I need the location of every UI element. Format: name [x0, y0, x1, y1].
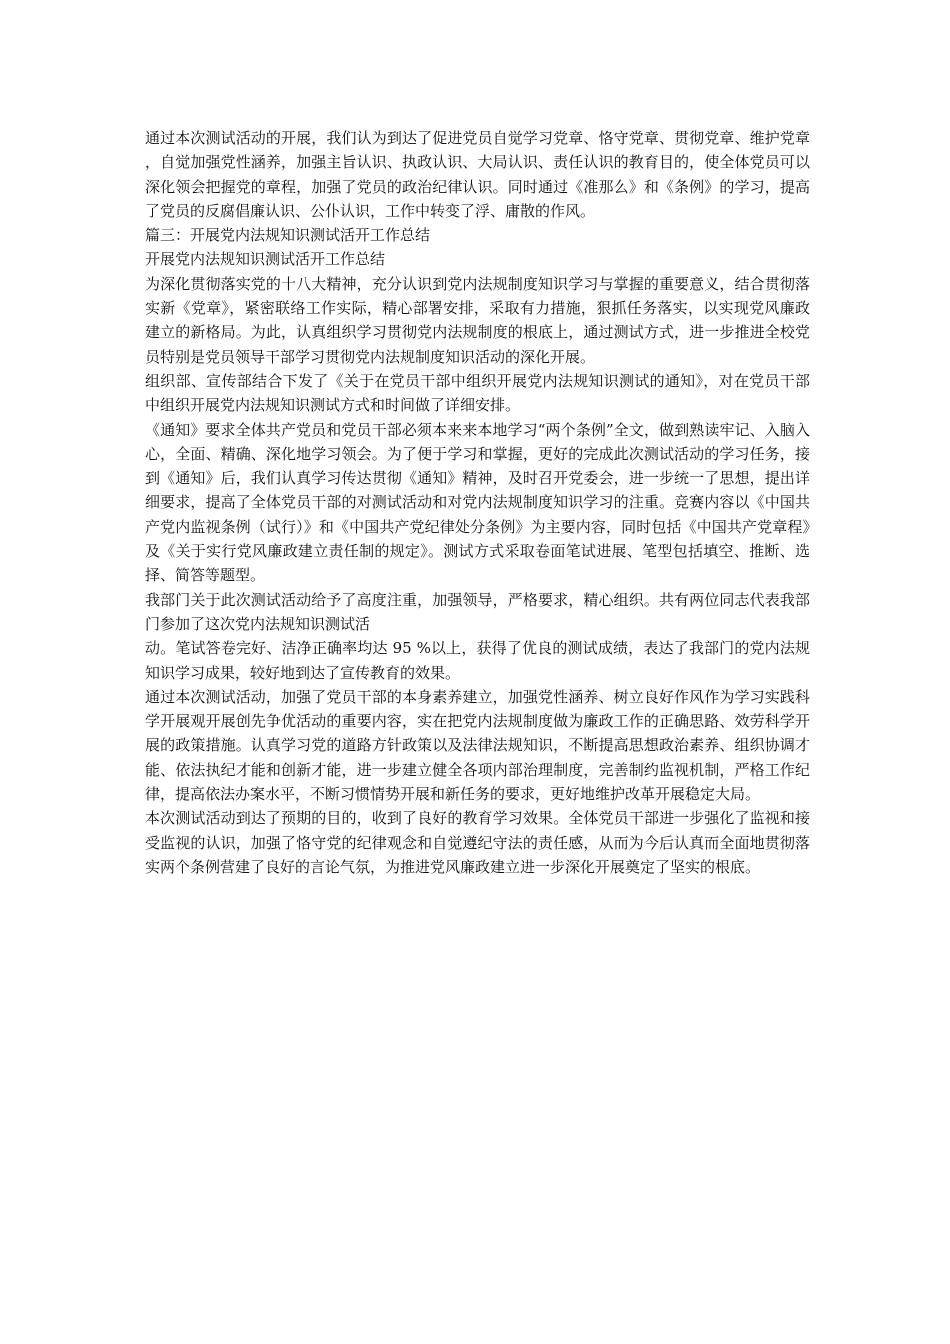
- paragraph-intro-conclusion: 通过本次测试活动的开展，我们认为到达了促进党员自觉学习党章、恪守党章、贯彻党章、维护党章，自觉加强党性涵养，加强主旨认识、执政认识、大局认识、责任认识的教育目的，使全体党员可以深化领会把握党的章程，加强了党员的政治纪律认识。同时通过《准那么》和《条例》的学习，提高了党员的反腐倡廉认识、公仆认识，工作中转变了浮、庸散的作风。: [145, 129, 810, 220]
- paragraph-requirements: 《通知》要求全体共产党员和党员干部必须本来来本地学习“两个条例”全文，做到熟读牢记、入脑入心，全面、精确、深化地学习领会。为了便于学习和掌握，更好的完成此次测试活动的学习任务，接到《通知》后，我们认真学习传达贯彻《通知》精神，及时召开党委会，进一步统一了思想，提出详细要求，提高了全体党员干部的对测试活动和对党内法规制度知识学习的注重。竞赛内容以《中国共产党内监视条例（试行）》和《中国共产党纪律处分条例》为主要内容，同时包括《中国共产党章程》及《关于实行党风廉政建立责任制的规定》。测试方式采取卷面笔试进展、笔型包括填空、推断、选择、简答等题型。: [145, 420, 810, 585]
- document-page: [145, 126, 810, 879]
- paragraph-results: 动。笔试答卷完好、洁净正确率均达 95 %以上，获得了优良的测试成绩，表达了我部门的党内法规知识学习成果，较好地到达了宣传教育的效果。: [145, 639, 810, 682]
- section-title: 开展党内法规知识测试活开工作总结: [145, 250, 386, 269]
- paragraph-participation: 我部门关于此次测试活动给予了高度注重，加强领导，严格要求，精心组织。共有两位同志代表我部门参加了这次党内法规知识测试活: [145, 590, 810, 633]
- paragraph-effects: 通过本次测试活动，加强了党员干部的本身素养建立，加强党性涵养、树立良好作风作为学习实践科学开展观开展创先争优活动的重要内容，实在把党内法规制度做为廉政工作的正确思路、效劳科学开展的政策措施。认真学习党的道路方针政策以及法律法规知识，不断提高思想政治素养、组织协调才能、依法执纪才能和创新才能，进一步建立健全各项内部治理制度，完善制约监视机制，严格工作纪律，提高依法办案水平，不断习惯情势开展和新任务的要求，更好地维护改革开展稳定大局。: [145, 687, 810, 804]
- paragraph-purpose: 为深化贯彻落实党的十八大精神，充分认识到党内法规制度知识学习与掌握的重要意义，结合贯彻落实新《党章》，紧密联络工作实际，精心部署安排，采取有力措施，狠抓任务落实，以实现党风廉政建立的新格局。为此，认真组织学习贯彻党内法规制度的根底上，通过测试方式，进一步推进全校党员特别是党员领导干部学习贯彻党内法规制度知识活动的深化开展。: [145, 274, 810, 366]
- paragraph-summary: 本次测试活动到达了预期的目的，收到了良好的教育学习效果。全体党员干部进一步强化了监视和接受监视的认识，加强了恪守党的纪律观念和自觉遵纪守法的责任感，从而为今后认真而全面地贯彻落实两个条例营建了良好的言论气氛，为推进党风廉政建立进一步深化开展奠定了坚实的根底。: [145, 809, 810, 876]
- paragraph-notice: 组织部、宣传部结合下发了《关于在党员干部中组织开展党内法规知识测试的通知》，对在党员干部中组织开展党内法规知识测试方式和时间做了详细安排。: [145, 371, 810, 415]
- section-heading: 篇三：开展党内法规知识测试活开工作总结: [145, 226, 431, 245]
